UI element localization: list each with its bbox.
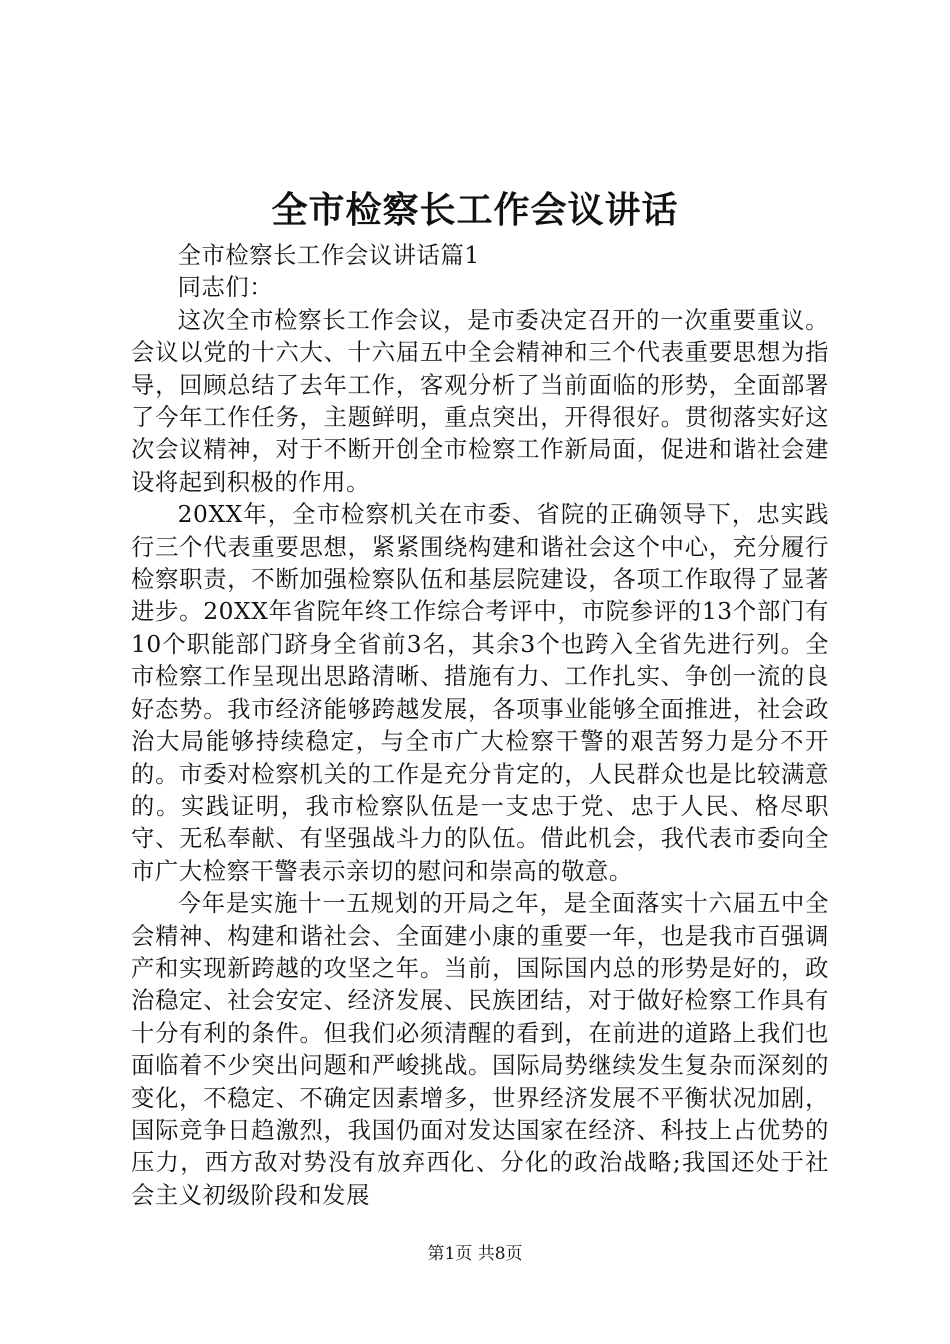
document-subtitle: 全市检察长工作会议讲话篇1 — [177, 242, 480, 269]
salutation: 同志们： — [177, 274, 274, 302]
document-title: 全市检察长工作会议讲话 — [271, 189, 679, 231]
paragraph-3: 今年是实施十一五规划的开局之年，是全面落实十六届五中全会精神、构建和谐社会、全面建小康的重要一年，也是我市百强调产和实现新跨越的攻坚之年。当前，国际国内总的形势是好的，政治稳定、社会安定、经济发展、民族团结，对于做好检察工作具有十分有利的条件。但我们必须清醒的看到，在前进的道路上我们也面临着不少突出问题和严峻挑战。国际局势继续发生复杂而深刻的变化，不稳定、不确定因素增多，世界经济发展不平衡状况加剧，国际竞争日趋激烈，我国仍面对发达国家在经济、科技上占优势的压力，西方敌对势没有放弃西化、分化的政治战略;我国还处于社会主义初级阶段和发展 — [131, 890, 829, 1209]
page-number-footer: 第1页 共8页 — [427, 1244, 523, 1264]
document-body — [131, 240, 829, 1212]
paragraph-1: 这次全市检察长工作会议，是市委决定召开的一次重要重议。会议以党的十六大、十六届五中全会精神和三个代表重要思想为指导，回顾总结了去年工作，客观分析了当前面临的形势，全面部署了今年工作任务，主题鲜明，重点突出，开得很好。贯彻落实好这次会议精神，对于不断开创全市检察工作新局面，促进和谐社会建设将起到积极的作用。 — [131, 306, 829, 496]
paragraph-2: 20XX年，全市检察机关在市委、省院的正确领导下，忠实践行三个代表重要思想，紧紧围绕构建和谐社会这个中心，充分履行检察职责，不断加强检察队伍和基层院建设，各项工作取得了显著进步。20XX年省院年终工作综合考评中，市院参评的13个部门有10个职能部门跻身全省前3名，其余3个也跨入全省先进行列。全市检察工作呈现出思路清晰、措施有力、工作扎实、争创一流的良好态势。我市经济能够跨越发展，各项事业能够全面推进，社会政治大局能够持续稳定，与全市广大检察干警的艰苦努力是分不开的。市委对检察机关的工作是充分肯定的，人民群众也是比较满意的。实践证明，我市检察队伍是一支忠于党、忠于人民、格尽职守、无私奉献、有坚强战斗力的队伍。借此机会，我代表市委向全市广大检察干警表示亲切的慰问和崇高的敬意。 — [131, 501, 829, 885]
